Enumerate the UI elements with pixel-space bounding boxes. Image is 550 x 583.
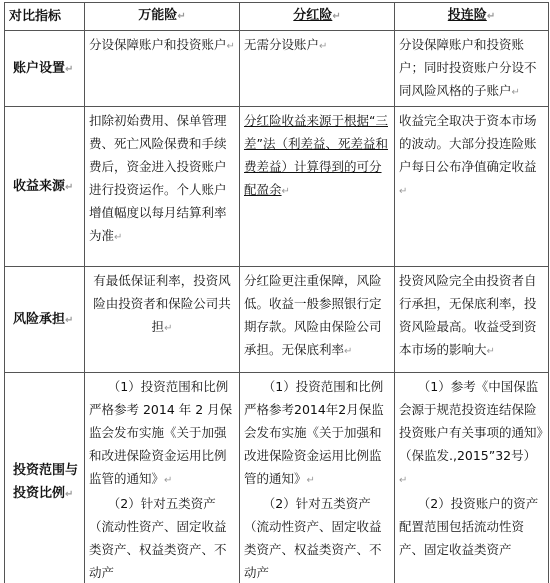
row-label-risk: 风险承担↵ bbox=[5, 267, 85, 373]
scope-participating-para-1: （1）投资范围和比例严格参考2014年2月保监会发布实施《关于加强和改进保险资金运用比例监管的通知》↵ bbox=[244, 379, 384, 486]
table-row bbox=[5, 31, 549, 107]
table-header-row bbox=[5, 3, 549, 31]
cell-income-universal: 扣除初始费用、保单管理费、死亡风险保费和手续费后，资金进入投资账户进行投资运作。个人账户增值幅度以每月结算利率为准↵ bbox=[85, 107, 240, 267]
row-label-investment-scope: 投资范围与投资比例↵ bbox=[5, 373, 85, 583]
scope-unit-linked-para-2: （2）投资账户的资产配置范围包括流动性资产、固定收益类资产 bbox=[399, 496, 539, 557]
scope-unit-linked-para-1: （1）参考《中国保监会源于规范投资连结保险投资账户有关事项的通知》（保监发.,2015”32号）↵ bbox=[399, 379, 543, 486]
cell-income-unit-linked: 收益完全取决于资本市场的波动。大部分投连险账户每日公布净值确定收益↵ bbox=[395, 107, 549, 267]
cell-risk-participating: 分红险更注重保障，风险低。收益一般参照银行定期存款。风险由保险公司承担。无保底利率↵ bbox=[240, 267, 395, 373]
cell-risk-unit-linked: 投资风险完全由投资者自行承担，无保底利率，投资风险最高。收益受到资本市场的影响大↵ bbox=[395, 267, 549, 373]
row-label-account: 账户设置↵ bbox=[5, 31, 85, 107]
cell-scope-unit-linked bbox=[395, 373, 549, 583]
header-universal-life: 万能险↵ bbox=[85, 3, 240, 31]
table-row bbox=[5, 267, 549, 373]
cell-income-participating: 分红险收益来源于根据“三差”法（利差益、死差益和费差益）计算得到的可分配盈余↵ bbox=[240, 107, 395, 267]
table-row bbox=[5, 107, 549, 267]
cell-account-universal: 分设保障账户和投资账户↵ bbox=[85, 31, 240, 107]
scope-universal-para-1: （1）投资范围和比例严格参考 2014 年 2 月保监会发布实施《关于加强和改进保险资金运用比例监管的通知》↵ bbox=[89, 379, 233, 486]
cell-scope-participating bbox=[240, 373, 395, 583]
scope-participating-para-2: （2）针对五类资产（流动性资产、固定收益类资产、权益类资产、不动产 bbox=[244, 496, 382, 580]
cell-account-unit-linked: 分设保障账户和投资账户；同时投资账户分设不同风险风格的子账户↵ bbox=[395, 31, 549, 107]
comparison-table bbox=[4, 2, 549, 583]
header-unit-linked: 投连险↵ bbox=[395, 3, 549, 31]
header-participating: 分红险↵ bbox=[240, 3, 395, 31]
scope-universal-para-2: （2）针对五类资产（流动性资产、固定收益类资产、权益类资产、不动产 bbox=[89, 496, 227, 580]
cell-risk-universal: 有最低保证利率，投资风险由投资者和保险公司共担↵ bbox=[85, 267, 240, 373]
cell-account-participating: 无需分设账户↵ bbox=[240, 31, 395, 107]
cell-scope-universal bbox=[85, 373, 240, 583]
row-label-income: 收益来源↵ bbox=[5, 107, 85, 267]
table-row bbox=[5, 373, 549, 583]
header-metric: 对比指标 bbox=[5, 3, 85, 31]
